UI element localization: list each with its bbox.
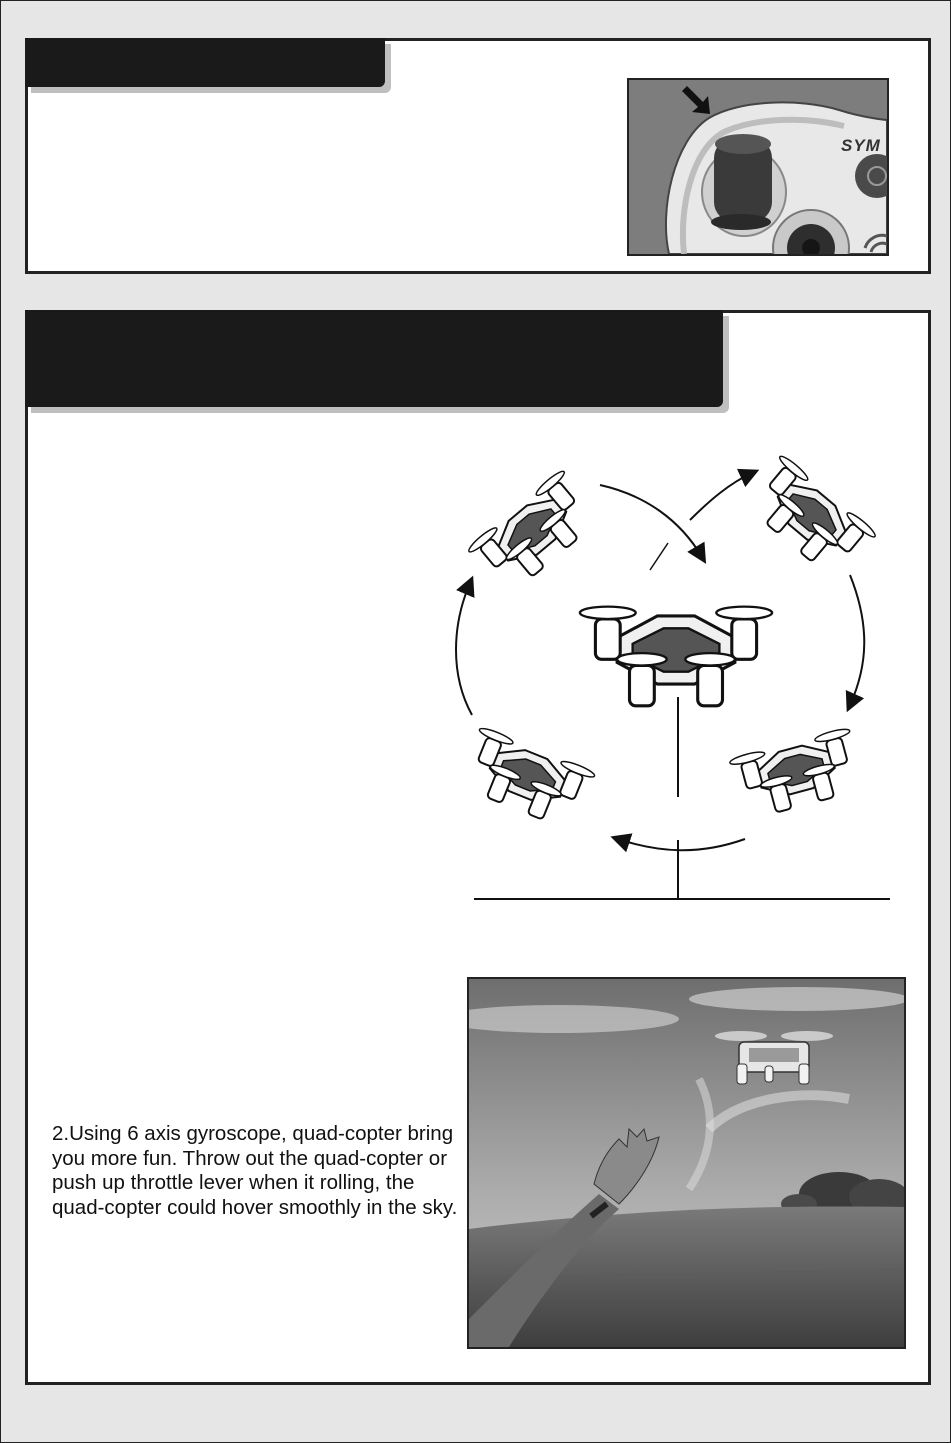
section-header-tab-main [25,310,723,407]
section-header-tab-top [25,38,385,87]
hover-photo [467,977,906,1349]
controller-photo [627,78,889,256]
gyroscope-description: 2.Using 6 axis gyroscope, quad-copter bring you more fun. Throw out the quad-copter or push up throttle lever when it rolling, the quad-copter could hover smoothly in the sky. [52,1122,458,1219]
controller-logo: SYM [841,136,881,155]
roll-diagram [440,435,900,915]
